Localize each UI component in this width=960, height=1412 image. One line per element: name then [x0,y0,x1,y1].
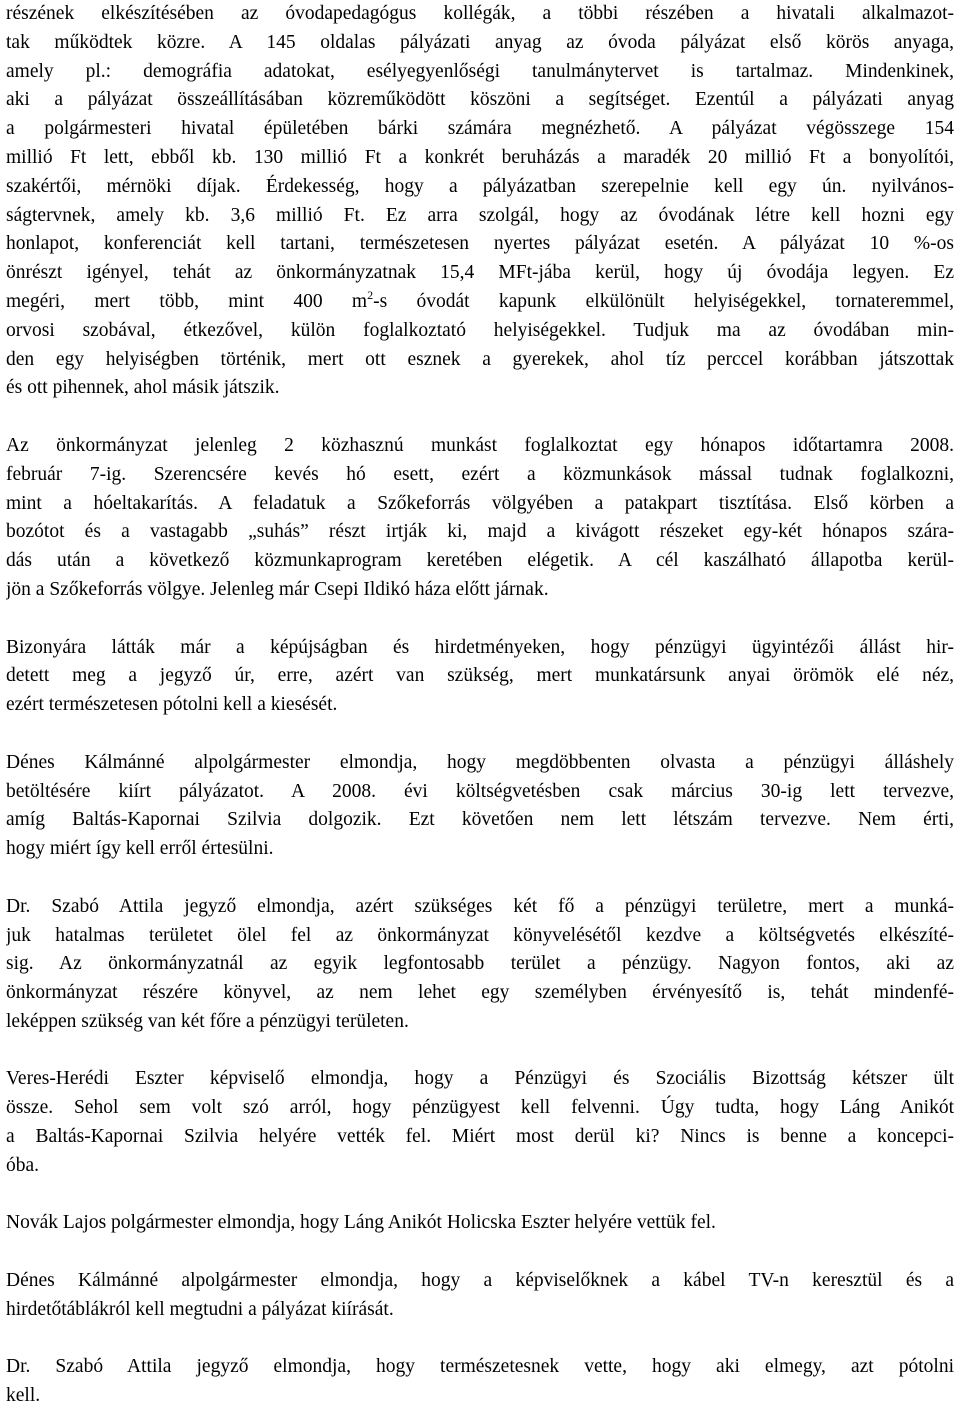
text-line: Novák Lajos polgármester elmondja, hogy Láng Anikót Holicska Eszter helyére vettük fel. [6,1212,716,1234]
text-line: detett meg a jegyző úr, erre, azért van szükség, mert munkatársunk anyai örömök elé néz, [6,665,954,687]
text-line: hogy miért így kell erről értesülni. [6,838,274,860]
text-line: den egy helyiségben történik, mert ott esznek a gyerekek, ahol tíz perccel korábban játszottak [6,348,954,370]
text-line: óba. [6,1154,40,1176]
text-line: Bizonyára látták már a képújságban és hirdetményeken, hogy pénzügyi ügyintézői állást hir- [6,636,954,658]
text-line: dás után a következő közmunkaprogram keretében elégetik. A cél kaszálható állapotba kerül- [6,550,954,572]
text-line: össze. Sehol sem volt szó arról, hogy pénzügyest kell felvenni. Úgy tudta, hogy Láng Anikót [6,1097,954,1119]
text-line: Az önkormányzat jelenleg 2 közhasznú munkást foglalkoztat egy hónapos időtartamra 2008. [6,434,954,456]
paragraph-9 [6,1353,960,1411]
text-line: millió Ft lett, ebből kb. 130 millió Ft a konkrét beruházás a maradék 20 millió Ft a bonyolítói, [6,146,954,168]
paragraph-4 [6,749,960,864]
text-line: február 7-ig. Szerencsére kevés hó esett, ezért a közmunkások mással tudnak foglalkozni, [6,463,954,485]
text-line: jön a Szőkeforrás völgye. Jelenleg már Csepi Ildikó háza előtt járnak. [6,578,549,600]
text-line: Veres-Herédi Eszter képviselő elmondja, hogy a Pénzügyi és Szociális Bizottság kétszer ült [6,1068,954,1090]
text-line: és ott pihennek, ahol másik játszik. [6,377,280,399]
text-line: leképpen szükség van két főre a pénzügyi területen. [6,1010,409,1032]
text-line: tak működtek közre. A 145 oldalas pályázati anyag az óvoda pályázat első körös anyaga, [6,31,954,53]
text-line: szakértői, mérnöki díjak. Érdekesség, hogy a pályázatban szerepelnie kell egy ún. nyilvános- [6,175,954,197]
text-line: önrészt igényel, tehát az önkormányzatnak 15,4 MFt-jába kerül, hogy új óvodája legyen. Ez [6,262,954,284]
paragraph-6 [6,1065,960,1180]
text-line: a polgármesteri hivatal épületében bárki számára megnézhető. A pályázat végösszege 154 [6,118,954,140]
text-line: bozótot és a vastagabb „suhás” részt irtják ki, majd a kivágott részeket egy-két hónapos szára- [6,521,954,543]
text-segment: -s óvodát kapunk elkülönült helyiségekkel, tornateremmel, [373,290,954,312]
text-line: amely pl.: demográfia adatokat, esélyegyenlőségi tanulmánytervet is tartalmaz. Mindenkinek, [6,60,954,82]
paragraph-7 [6,1209,960,1238]
text-line: Dr. Szabó Attila jegyző elmondja, azért szükséges két fő a pénzügyi területre, mert a munká- [6,895,954,917]
text-line: honlapot, konferenciát kell tartani, természetesen nyertes pályázat esetén. A pályázat 10 %-os [6,233,954,255]
text-line: ságtervnek, amely kb. 3,6 millió Ft. Ez arra szolgál, hogy az óvodának létre kell hozni egy [6,204,954,226]
text-line: mint a hóeltakarítás. A feladatuk a Szőkeforrás völgyében a patakpart tisztítása. Első körben a [6,492,954,514]
text-line: orvosi szobával, étkezővel, külön foglalkoztató helyiségekkel. Tudjuk ma az óvodában min- [6,319,954,341]
paragraph-2 [6,432,960,605]
text-line: kell. [6,1385,41,1407]
text-line: részének elkészítésében az óvodapedagógus kollégák, a többi részében a hivatali alkalmazot- [6,3,954,24]
paragraph-8 [6,1267,960,1325]
text-line: Dénes Kálmánné alpolgármester elmondja, hogy megdöbbenten olvasta a pénzügyi álláshely [6,751,954,773]
text-line: a Baltás-Kapornai Szilvia helyére vették fel. Miért most derül ki? Nincs is benne a koncepci- [6,1126,954,1148]
text-line: aki a pályázat összeállításában közreműködött köszöni a segítséget. Ezentúl a pályázati anyag [6,89,954,111]
text-line: juk hatalmas területet ölel fel az önkormányzat könyvelésétől kezdve a költségvetés elkészíté- [6,924,954,946]
text-line: hirdetőtáblákról kell megtudni a pályázat kiírását. [6,1298,394,1320]
superscript: 2 [367,287,374,302]
paragraph-3 [6,634,960,720]
text-line: Dénes Kálmánné alpolgármester elmondja, hogy a képviselőknek a kábel TV-n keresztül és a [6,1270,954,1292]
text-line: ezért természetesen pótolni kell a kiesését. [6,694,338,716]
paragraph-5 [6,893,960,1037]
text-segment: megéri, mert több, mint 400 m [6,290,368,312]
text-line: sig. Az önkormányzatnál az egyik legfontosabb terület a pénzügy. Nagyon fontos, aki az [6,953,954,975]
text-line: amíg Baltás-Kapornai Szilvia dolgozik. Ezt követően nem lett létszám tervezve. Nem érti, [6,809,954,831]
text-line-with-superscript [6,288,954,317]
text-line: önkormányzat részére könyvel, az nem lehet egy személyben érvényesítő is, tehát mindenfé- [6,982,954,1004]
text-line: betöltésére kiírt pályázatot. A 2008. évi költségvetésben csak március 30-ig lett tervezve, [6,780,954,802]
paragraph-1 [6,0,960,403]
text-line: Dr. Szabó Attila jegyző elmondja, hogy természetesnek vette, hogy aki elmegy, azt pótolni [6,1356,954,1378]
